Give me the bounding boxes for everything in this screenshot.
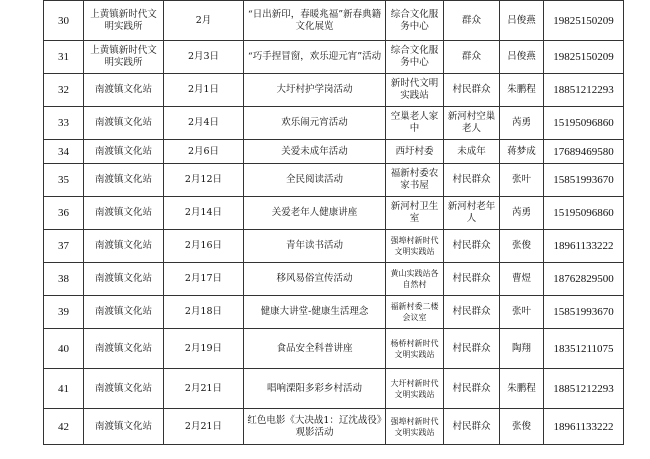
contact-cell: 陶翔 (500, 329, 544, 369)
row-number: 33 (44, 107, 84, 140)
table-row (44, 74, 624, 107)
organizer-cell: 南渡镇文化站 (84, 164, 164, 197)
date-cell: 2月17日 (164, 263, 244, 296)
location-cell: 福新村委二楼会议室 (386, 296, 444, 329)
location-cell: 新河村卫生室 (386, 197, 444, 230)
table-row (44, 164, 624, 197)
table-row (44, 1, 624, 41)
audience-cell: 村民群众 (444, 74, 500, 107)
row-number: 40 (44, 329, 84, 369)
audience-cell: 村民群众 (444, 409, 500, 445)
location-cell: 西圩村委 (386, 140, 444, 164)
phone-cell: 19825150209 (544, 41, 624, 74)
organizer-cell: 南渡镇文化站 (84, 140, 164, 164)
audience-cell: 群众 (444, 41, 500, 74)
date-cell: 2月19日 (164, 329, 244, 369)
date-cell: 2月16日 (164, 230, 244, 263)
table-row (44, 230, 624, 263)
activity-cell: 食品安全科普讲座 (244, 329, 386, 369)
organizer-cell: 南渡镇文化站 (84, 409, 164, 445)
table-row (44, 41, 624, 74)
contact-cell: 朱鹏程 (500, 369, 544, 409)
location-cell: 杨桥村新时代文明实践站 (386, 329, 444, 369)
activity-cell: 健康大讲堂-健康生活理念 (244, 296, 386, 329)
phone-cell: 19825150209 (544, 1, 624, 41)
row-number: 39 (44, 296, 84, 329)
phone-cell: 15851993670 (544, 164, 624, 197)
organizer-cell: 南渡镇文化站 (84, 74, 164, 107)
audience-cell: 村民群众 (444, 164, 500, 197)
phone-cell: 15195096860 (544, 107, 624, 140)
contact-cell: 曹煜 (500, 263, 544, 296)
row-number: 38 (44, 263, 84, 296)
table-row (44, 329, 624, 369)
activity-cell: “巧手捏冒窗，欢乐迎元宵”活动 (244, 41, 386, 74)
organizer-cell: 南渡镇文化站 (84, 369, 164, 409)
audience-cell: 村民群众 (444, 230, 500, 263)
row-number: 37 (44, 230, 84, 263)
date-cell: 2月21日 (164, 369, 244, 409)
date-cell: 2月 (164, 1, 244, 41)
audience-cell: 新河村老年人 (444, 197, 500, 230)
table-row (44, 263, 624, 296)
audience-cell: 未成年 (444, 140, 500, 164)
row-number: 32 (44, 74, 84, 107)
row-number: 42 (44, 409, 84, 445)
audience-cell: 新河村空巢老人 (444, 107, 500, 140)
row-number: 35 (44, 164, 84, 197)
activity-cell: 关爱老年人健康讲座 (244, 197, 386, 230)
organizer-cell: 上黄镇新时代文明实践所 (84, 1, 164, 41)
audience-cell: 群众 (444, 1, 500, 41)
location-cell: 强埠村新时代文明实践站 (386, 230, 444, 263)
contact-cell: 吕俊燕 (500, 41, 544, 74)
phone-cell: 15195096860 (544, 197, 624, 230)
table-row (44, 409, 624, 445)
activity-cell: 青年读书活动 (244, 230, 386, 263)
contact-cell: 芮勇 (500, 197, 544, 230)
table-row (44, 140, 624, 164)
location-cell: 福新村委农家书屋 (386, 164, 444, 197)
organizer-cell: 上黄镇新时代文明实践所 (84, 41, 164, 74)
phone-cell: 18762829500 (544, 263, 624, 296)
activity-cell: 关爱未成年活动 (244, 140, 386, 164)
location-cell: 新时代文明实践站 (386, 74, 444, 107)
location-cell: 综合文化服务中心 (386, 41, 444, 74)
location-cell: 黄山实践站各自然村 (386, 263, 444, 296)
activity-cell: “日出新印，春暖兆福”新春典籍文化展览 (244, 1, 386, 41)
phone-cell: 15851993670 (544, 296, 624, 329)
row-number: 31 (44, 41, 84, 74)
contact-cell: 张叶 (500, 296, 544, 329)
activity-cell: 全民阅读活动 (244, 164, 386, 197)
phone-cell: 18961133222 (544, 230, 624, 263)
date-cell: 2月14日 (164, 197, 244, 230)
contact-cell: 张叶 (500, 164, 544, 197)
contact-cell: 吕俊燕 (500, 1, 544, 41)
activity-cell: 唱响溧阳多彩乡村活动 (244, 369, 386, 409)
activity-cell: 红色电影《大决战1：辽沈战役》观影活动 (244, 409, 386, 445)
organizer-cell: 南渡镇文化站 (84, 263, 164, 296)
audience-cell: 村民群众 (444, 329, 500, 369)
phone-cell: 18851212293 (544, 74, 624, 107)
phone-cell: 18961133222 (544, 409, 624, 445)
phone-cell: 18851212293 (544, 369, 624, 409)
contact-cell: 朱鹏程 (500, 74, 544, 107)
organizer-cell: 南渡镇文化站 (84, 329, 164, 369)
phone-cell: 17689469580 (544, 140, 624, 164)
organizer-cell: 南渡镇文化站 (84, 107, 164, 140)
activity-schedule-table (43, 0, 624, 445)
organizer-cell: 南渡镇文化站 (84, 296, 164, 329)
location-cell: 空巢老人家中 (386, 107, 444, 140)
organizer-cell: 南渡镇文化站 (84, 197, 164, 230)
table-row (44, 107, 624, 140)
date-cell: 2月3日 (164, 41, 244, 74)
date-cell: 2月6日 (164, 140, 244, 164)
location-cell: 大圩村新时代文明实践站 (386, 369, 444, 409)
contact-cell: 蒋梦成 (500, 140, 544, 164)
table-row (44, 197, 624, 230)
table-row (44, 369, 624, 409)
row-number: 36 (44, 197, 84, 230)
contact-cell: 张俊 (500, 409, 544, 445)
location-cell: 强埠村新时代文明实践站 (386, 409, 444, 445)
contact-cell: 芮勇 (500, 107, 544, 140)
activity-cell: 移风易俗宣传活动 (244, 263, 386, 296)
date-cell: 2月4日 (164, 107, 244, 140)
date-cell: 2月18日 (164, 296, 244, 329)
location-cell: 综合文化服务中心 (386, 1, 444, 41)
audience-cell: 村民群众 (444, 369, 500, 409)
date-cell: 2月1日 (164, 74, 244, 107)
organizer-cell: 南渡镇文化站 (84, 230, 164, 263)
row-number: 41 (44, 369, 84, 409)
row-number: 30 (44, 1, 84, 41)
table-row (44, 296, 624, 329)
audience-cell: 村民群众 (444, 296, 500, 329)
date-cell: 2月21日 (164, 409, 244, 445)
activity-cell: 欢乐闹元宵活动 (244, 107, 386, 140)
contact-cell: 张俊 (500, 230, 544, 263)
audience-cell: 村民群众 (444, 263, 500, 296)
activity-cell: 大圩村护学岗活动 (244, 74, 386, 107)
row-number: 34 (44, 140, 84, 164)
date-cell: 2月12日 (164, 164, 244, 197)
phone-cell: 18351211075 (544, 329, 624, 369)
